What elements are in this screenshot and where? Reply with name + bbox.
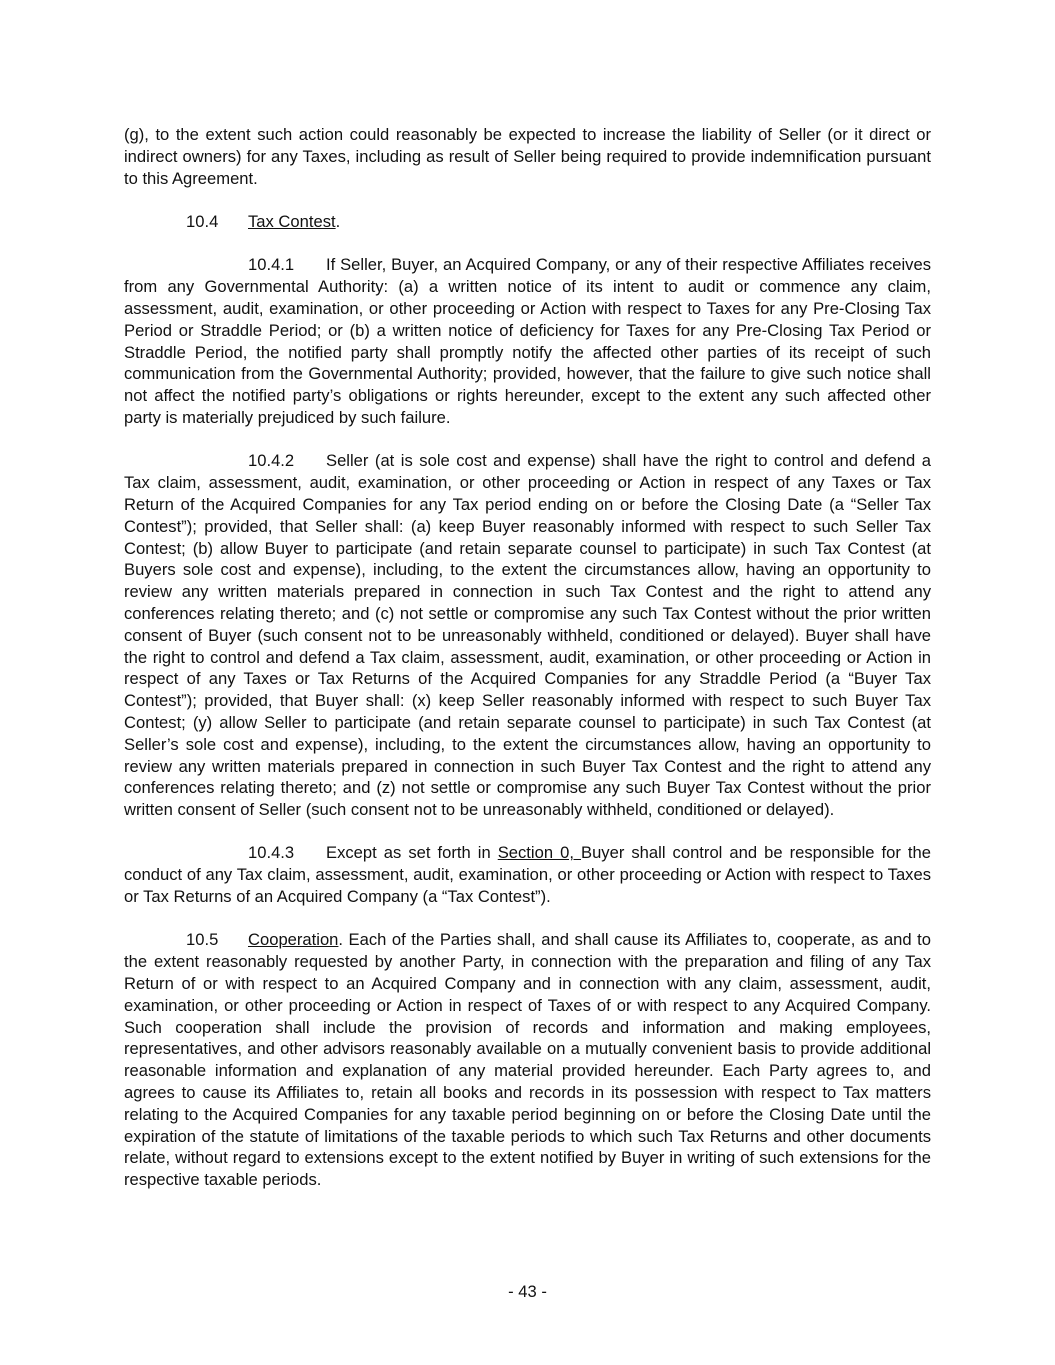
page-number: - 43 - bbox=[508, 1282, 547, 1301]
section-10-4-3-paragraph bbox=[124, 842, 931, 907]
section-cross-reference-link[interactable]: Section 0, bbox=[497, 843, 581, 863]
document-page bbox=[124, 124, 931, 1191]
section-body: Seller (at is sole cost and expense) shall have the right to control and defend a Tax claim, assessment, audit, examination, or other proceeding or Action in respect of any Taxes or Tax Return of the Acquired Companies for any Tax period ending on or before the Closing Date (a “Seller Tax Contest”); provided, that Seller shall: (a) keep Buyer reasonably informed with respect to such Seller Tax Contest; (b) allow Buyer to participate (and retain separate counsel to participate) in such Tax Contest (at Buyers sole cost and expense), including, to the extent the circumstances allow, having an opportunity to review any written materials prepared in connection in such Tax Contest and the right to attend any conferences relating thereto; and (c) not settle or compromise any such Tax Contest without the prior written consent of Buyer (such consent not to be unreasonably withheld, conditioned or delayed). Buyer shall have the right to control and defend a Tax claim, assessment, audit, examination, or other proceeding or Action in respect of any Taxes or Tax Returns of the Acquired Companies for any Straddle Period (a “Buyer Tax Contest”); provided, that Buyer shall: (x) keep Seller reasonably informed with respect to such Buyer Tax Contest; (y) allow Seller to participate (and retain separate counsel to participate) in such Tax Contest (at Seller’s sole cost and expense), including, to the extent the circumstances allow, having an opportunity to review any written materials prepared in connection in such Buyer Tax Contest and the right to attend any conferences relating thereto; and (z) not settle or compromise any such Buyer Tax Contest without the prior written consent of Seller (such consent not to be unreasonably withheld, conditioned or delayed). bbox=[124, 451, 931, 820]
section-body: If Seller, Buyer, an Acquired Company, or any of their respective Affiliates receives from any Governmental Authority: (a) a written notice of its intent to audit or commence any claim, assessment, audit, examination, or other proceeding or Action with respect to Taxes for any Pre-Closing Tax Period or Straddle Period; or (b) a written notice of deficiency for Taxes for any Pre-Closing Tax Period or Straddle Period, the notified party shall promptly notify the affected other parties of its receipt of such communication from the Governmental Authority; provided, however, that the failure to give such notice shall not affect the notified party’s obligations or rights hereunder, except to the extent any such affected other party is materially prejudiced by such failure. bbox=[124, 255, 931, 427]
section-10-5-paragraph bbox=[124, 929, 931, 1191]
section-10-4-heading bbox=[124, 211, 931, 233]
paragraph-g-continuation bbox=[124, 124, 931, 189]
section-number: 10.4 bbox=[186, 211, 219, 231]
section-title: Tax Contest bbox=[248, 211, 336, 231]
section-body-end: Buyer shall control and be responsible for the conduct of any Tax claim, assessment, audit, examination, or other proceeding or Action with respect to Taxes or Tax Returns of an Acquired Company (a “Tax Contest”). bbox=[124, 843, 932, 907]
section-number: 10.4.1 bbox=[248, 255, 295, 275]
section-title-suffix: . bbox=[335, 211, 341, 231]
section-number: 10.5 bbox=[186, 930, 219, 950]
section-body-start: Except as set forth in bbox=[326, 843, 498, 863]
section-title: Cooperation bbox=[248, 930, 339, 950]
section-number: 10.4.2 bbox=[248, 451, 295, 471]
section-10-4-1-paragraph bbox=[124, 254, 931, 428]
paragraph-g-text: (g), to the extent such action could reasonably be expected to increase the liability of Seller (or it direct or indirect owners) for any Taxes, including as result of Seller being required to provide indemnification pursuant to this Agreement. bbox=[124, 125, 931, 188]
section-10-4-2-paragraph bbox=[124, 450, 931, 821]
section-number: 10.4.3 bbox=[248, 843, 295, 863]
section-body: . Each of the Parties shall, and shall cause its Affiliates to, cooperate, as and to the extent reasonably requested by another Party, in connection with the preparation and filing of any Tax Return of or with respect to an Acquired Company and in connection with any claim, assessment, audit, examination, or other proceeding or Action in respect of Taxes of or with respect to any Acquired Company. Such cooperation shall include the provision of records and information and making employees, representatives, and other advisors reasonably available on a mutually convenient basis to provide additional reasonable information and explanation of any material provided hereunder. Each Party agrees to, and agrees to cause its Affiliates to, retain all books and records in its possession with respect to Tax matters relating to the Acquired Companies for any taxable period beginning on or before the Closing Date until the expiration of the statute of limitations of the taxable periods to which such Tax Returns and other documents relate, without regard to extensions except to the extent notified by Buyer in writing of such extensions for the respective taxable periods. bbox=[124, 930, 931, 1190]
